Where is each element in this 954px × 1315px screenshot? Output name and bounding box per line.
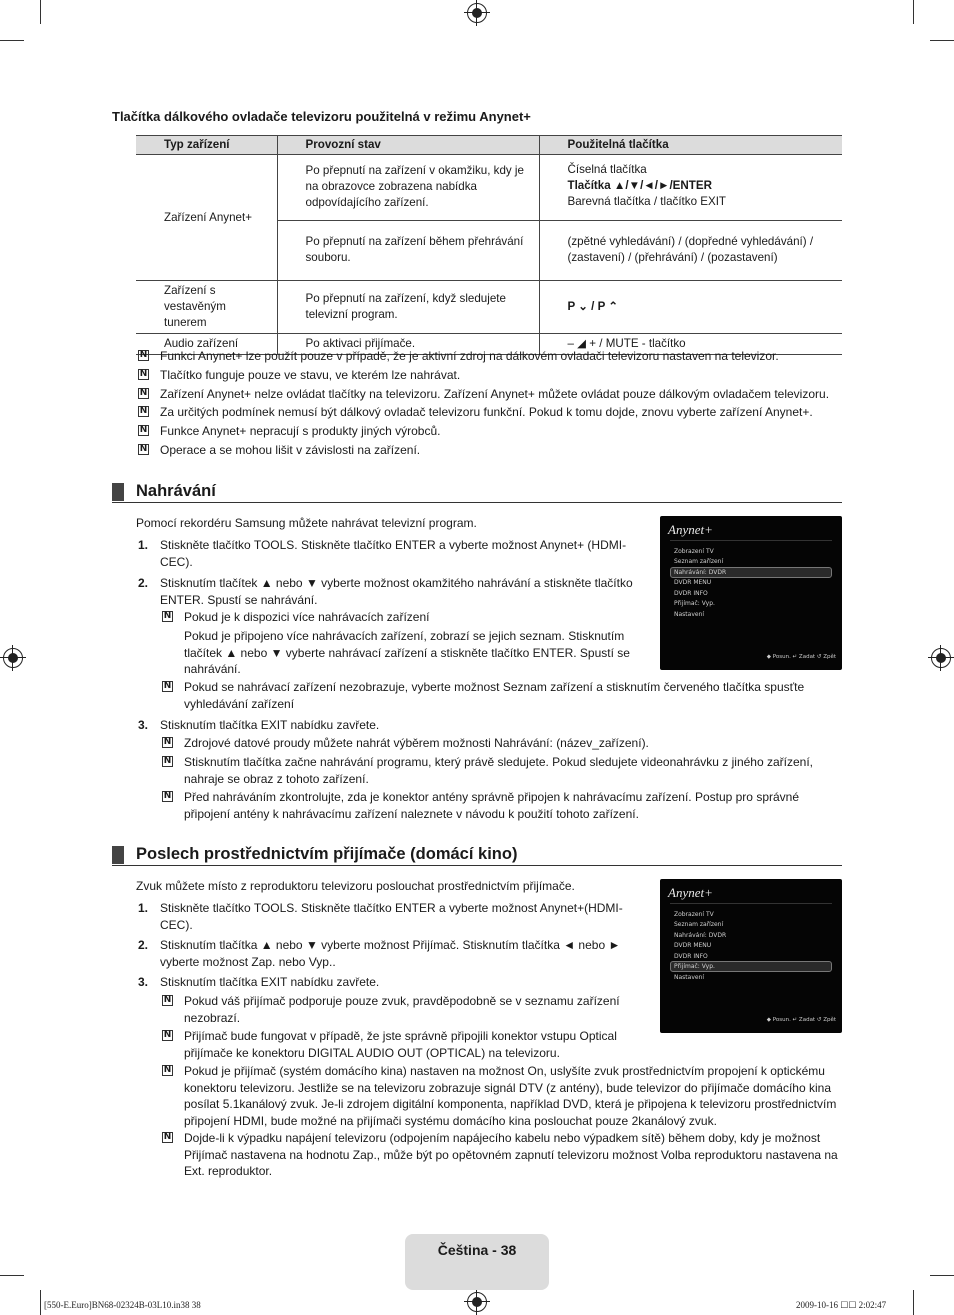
menu-item: Nahrávání: DVDR [674,932,727,939]
note-text: Před nahráváním zkontrolujte, zda je konektor antény správně připojen k nahrávacímu zařízení. Postup pro správné připojení antény k nahrávacímu zařízení naleznete v návodu k použití tohoto zařízení. [184,790,800,821]
menu-item: Seznam zařízení [674,921,724,928]
note-text: Funkce Anynet+ nepracují s produkty jiných výrobců. [160,424,441,438]
header-device-type: Typ zařízení [136,136,277,155]
crop-mark [40,0,41,24]
page-number-box [405,1234,549,1290]
note-text: Pokud váš přijímač podporuje pouze zvuk, pravděpodobně se v seznamu zařízení nezobrazí. [184,994,620,1025]
cell-state: Po aktivaci přijímače. [277,334,539,355]
step-text: Stisknutím tlačítka EXIT nabídku zavřete. [160,975,380,989]
screen-footer: ◆ Posun. ↵ Zadat ↺ Zpět [766,653,836,660]
menu-item: Zobrazení TV [674,911,714,918]
step-number: 1. [138,538,149,552]
step-number: 3. [138,975,149,989]
note-icon: N [139,369,148,379]
menu-item: DVDR INFO [674,953,708,960]
note-text: Funkci Anynet+ lze použít pouze v případě, že je aktivní zdroj na dálkovém ovladači televizoru nastaven na televizor. [160,349,779,363]
anynet-logo: Anynet+ [668,522,713,537]
note-text: Zařízení Anynet+ nelze ovládat tlačítky na televizoru. Zařízení Anynet+ můžete ovládat pouze dálkovým ovladačem televizoru. [160,387,830,401]
note-icon: N [163,791,172,801]
menu-item: DVDR MENU [674,942,712,949]
header-buttons: Použitelná tlačítka [539,136,842,155]
menu-item: DVDR INFO [674,590,708,597]
step-text: Stisknutím tlačítka EXIT nabídku zavřete. [160,718,380,732]
menu-item: Zobrazení TV [674,548,714,555]
step-number: 2. [138,938,149,952]
step-text: Stiskněte tlačítko TOOLS. Stiskněte tlačítko ENTER a vyberte možnost Anynet+(HDMI-CEC). [160,901,623,932]
note-icon: N [163,1132,172,1142]
step-number: 2. [138,576,149,590]
menu-item: Seznam zařízení [674,558,724,565]
note-icon: N [139,388,148,398]
cell-buttons: P ⌄ / P ⌃ [539,281,842,334]
cell-type: Zařízení s vestavěným tunerem [136,281,277,334]
note-icon: N [163,611,172,621]
note-text: Pokud se nahrávací zařízení nezobrazuje, vyberte možnost Seznam zařízení a stisknutím červeného tlačítka spusťte vyhledávání zařízení [184,680,805,711]
divider [670,903,832,904]
note-icon: N [163,1065,172,1075]
cell-type: Audio zařízení [136,334,277,355]
anynet-buttons-table [136,135,842,355]
anynet-logo: Anynet+ [668,885,713,900]
table-row [136,281,842,334]
menu-item: Přijímač: Vyp. [674,600,715,607]
section-header-receiver [112,844,842,866]
cell-state: Po přepnutí na zařízení v okamžiku, kdy je na obrazovce zobrazena nabídka odpovídajícího zařízení. [277,155,539,221]
cell-buttons: – ◢ + / MUTE - tlačítko [539,334,842,355]
arrow-buttons-text: Tlačítka ▲/▼/◄/►/ENTER [567,179,712,193]
crop-mark [0,1275,24,1276]
registration-mark-icon [467,3,487,23]
cell-state: Po přepnutí na zařízení během přehrávání souboru. [277,220,539,280]
note-icon: N [163,681,172,691]
step-text: Stisknutím tlačítka ▲ nebo ▼ vyberte možnost Přijímač. Stisknutím tlačítka ◄ nebo ► vyberte možnost Zap. nebo Vyp.. [160,938,621,969]
registration-mark-icon [931,648,951,668]
section-bar [112,846,124,864]
section-bar [112,483,124,501]
step-number: 3. [138,718,149,732]
menu-item: Přijímač: Vyp. [674,963,715,970]
note-text: Přijímač bude fungovat v případě, že jste správně připojili konektor vstupu Optical přijímače ke konektoru DIGITAL AUDIO OUT (OPTICAL) na televizoru. [184,1029,617,1060]
note-icon: N [139,444,148,454]
color-buttons-text: Barevná tlačítka / tlačítko EXIT [567,195,727,209]
note-icon: N [139,406,148,416]
print-footer-left: [550-E.Euro]BN68-02324B-03L10.in38 38 [44,1300,201,1310]
table-title: Tlačítka dálkového ovladače televizoru použitelná v režimu Anynet+ [112,109,531,124]
note-text: Tlačítko funguje pouze ve stavu, ve kterém lze nahrávat. [160,368,461,382]
section-header-recording [112,481,842,503]
note-text: Pokud je k dispozici více nahrávacích zařízení [184,610,430,624]
step-number: 1. [138,901,149,915]
print-footer-right: 2009-10-16 ☐☐ 2:02:47 [796,1300,887,1310]
step-text: Stisknutím tlačítek ▲ nebo ▼ vyberte možnost okamžitého nahrávání a stiskněte tlačítko ENTER. Spustí se nahrávání. [160,576,633,607]
table-row [136,155,842,221]
crop-mark [913,0,914,24]
crop-mark [0,40,24,41]
menu-item: Nastavení [674,974,705,981]
note-text: Stisknutím tlačítka začne nahrávání programu, který právě sledujete. Pokud sledujete videonahrávku z jiného zařízení, nahraje se obraz z tohoto zařízení. [184,755,814,786]
note-icon: N [163,737,172,747]
step-text: Stiskněte tlačítko TOOLS. Stiskněte tlačítko ENTER a vyberte možnost Anynet+ (HDMI-CEC). [160,538,627,569]
page-number: Čeština - 38 [437,1242,517,1258]
note-icon: N [163,1030,172,1040]
menu-item: DVDR MENU [674,579,712,586]
note-text: Za určitých podmínek nemusí být dálkový ovladač televizoru funkční. Pokud k tomu dojde, znovu vyberte zařízení Anynet+. [160,405,813,419]
crop-mark [930,40,954,41]
screen-footer: ◆ Posun. ↵ Zadat ↺ Zpět [766,1016,836,1023]
note-text: Operace a se mohou lišit v závislosti na zařízení. [160,443,421,457]
registration-mark-icon [467,1292,487,1312]
note-icon: N [139,350,148,360]
note-text: Pokud je přijímač (systém domácího kina) nastaven na možnost On, uslyšíte zvuk prostřednictvím propojení k optickému konektoru televizoru. Jestliže se na televizoru zobrazuje signál DTV (z antény), bude televizor do přijímače domácího kina posílat 5.1kanálový zvuk. Je-li zdrojem digitální komponenta, například DVD, která je připojena k televizoru prostřednictvím připojení HDMI, bude možné na přijímači systému domácího kina poslouchat pouze 2kanálový zvuk. [184,1064,837,1128]
note-text: Pokud je připojeno více nahrávacích zařízení, zobrazí se jejich seznam. Stisknutím tlačítek ▲ nebo ▼ vyberte nahrávací zařízení a stiskněte tlačítko ENTER. Spustí se nahrávání. [184,629,630,676]
header-state: Provozní stav [277,136,539,155]
note-icon: N [163,756,172,766]
cell-type: Zařízení Anynet+ [136,155,277,281]
note-icon: N [139,425,148,435]
menu-item: Nastavení [674,611,705,618]
cell-buttons: (zpětné vyhledávání) / (dopředné vyhledávání) / (zastavení) / (přehrávání) / (pozastavení) [539,220,842,280]
note-text: Dojde-li k výpadku napájení televizoru (odpojením napájecího kabelu nebo výpadkem sítě) během doby, kdy je možnost Přijímač nastavena na hodnotu Zap., může být po opětovném zapnutí televizoru možnost Volba reproduktoru nastavena na Ext. reproduktor. [184,1131,838,1178]
note-text: Zdrojové datové proudy můžete nahrát výběrem možnosti Nahrávání: (název_zařízení). [184,736,649,750]
table-header-row [136,136,842,155]
cell-buttons [539,155,842,221]
numeric-buttons-text: Číselná tlačítka [567,163,647,177]
divider [670,540,832,541]
crop-mark [40,1290,41,1315]
anynet-menu-screenshot [660,879,842,1033]
anynet-menu-screenshot [660,516,842,670]
section-title: Nahrávání [136,482,216,500]
section-intro: Zvuk můžete místo z reproduktoru televizoru poslouchat prostřednictvím přijímače. [136,879,575,893]
section-intro: Pomocí rekordéru Samsung můžete nahrávat televizní program. [136,516,477,530]
note-icon: N [163,995,172,1005]
menu-item: Nahrávání: DVDR [674,569,727,576]
crop-mark [930,1275,954,1276]
section-title: Poslech prostřednictvím přijímače (domácí kino) [136,845,518,863]
crop-mark [913,1290,914,1315]
cell-state: Po přepnutí na zařízení, když sledujete televizní program. [277,281,539,334]
registration-mark-icon [3,648,23,668]
